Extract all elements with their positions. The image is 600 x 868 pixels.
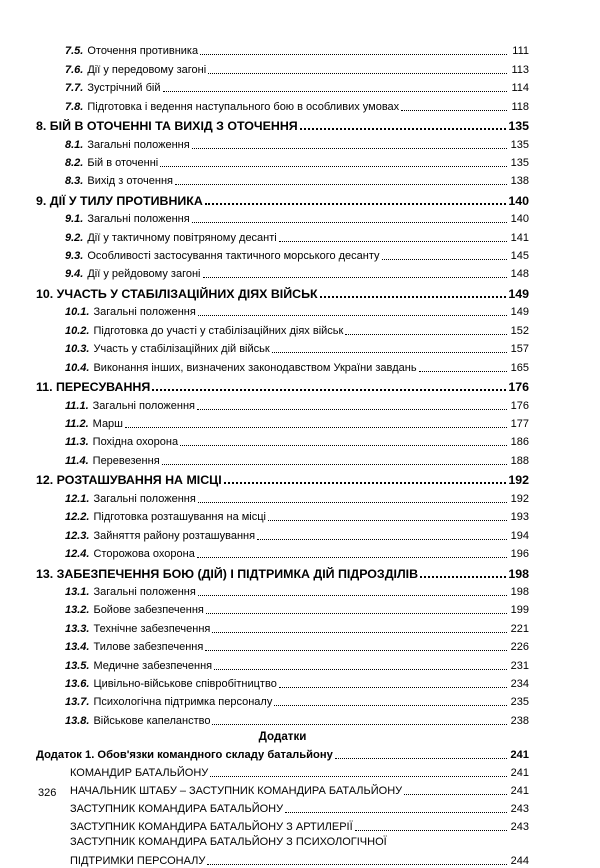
toc-entry-title: 11. ПЕРЕСУВАННЯ [36, 380, 151, 395]
toc-leader-dots [206, 613, 507, 614]
toc-entry [36, 834, 529, 849]
toc-entry-number: 8.2. [65, 156, 84, 169]
toc-entry [36, 375, 529, 395]
toc-entry-page: 238 [510, 714, 529, 727]
toc-entry-title: НАЧАЛЬНИК ШТАБУ – ЗАСТУПНИК КОМАНДИРА БАТАЛЬЙОНУ [70, 785, 403, 798]
toc-entry-number: 13.1. [65, 585, 90, 598]
toc-entry [36, 581, 529, 599]
toc-entry-title: Виконання інших, визначених законодавством України завдань [93, 361, 417, 374]
toc-entry-page: 157 [510, 343, 529, 356]
toc-entry-page: 113 [511, 63, 529, 76]
toc-entry-page: 135 [510, 138, 529, 151]
toc-leader-dots [419, 371, 507, 372]
toc-entry-page: 226 [510, 641, 529, 654]
toc-entry [36, 487, 529, 505]
toc-leader-dots [224, 482, 507, 484]
toc-entry-title: Дії у рейдовому загоні [87, 268, 201, 281]
toc-entry [36, 114, 529, 134]
toc-entry [36, 599, 529, 617]
toc-entry [36, 263, 529, 281]
toc-entry-number: 10.4. [65, 361, 90, 374]
toc-entry-number: 7.8. [65, 100, 84, 113]
toc-entry-number: 13.2. [65, 604, 90, 617]
toc-leader-dots [272, 352, 507, 353]
toc-entry-title: Марш [92, 418, 124, 431]
toc-leader-dots [279, 241, 507, 242]
toc-entry-number: 13.7. [65, 696, 90, 709]
toc-entry [36, 798, 529, 816]
toc-leader-dots [163, 91, 507, 92]
toc-entry [36, 673, 529, 691]
toc-entry [36, 468, 529, 488]
toc-entry-number: 10.3. [65, 343, 90, 356]
toc-entry-page: 241 [510, 785, 529, 798]
toc-entry-page: 149 [508, 287, 529, 302]
toc-entry-title: Додаток 1. Обов'язки командного складу батальйону [36, 748, 333, 761]
toc-entry-page: 221 [510, 622, 529, 635]
toc-leader-dots [162, 464, 507, 465]
toc-entry-title: Додатки [258, 729, 307, 743]
toc-entry [36, 543, 529, 561]
toc-entry [36, 654, 529, 672]
toc-entry-number: 12.2. [65, 511, 90, 524]
toc-entry-title: Особливості застосування тактичного морського десанту [87, 250, 380, 263]
toc-entry-page: 186 [510, 436, 529, 449]
toc-entry-page: 148 [510, 268, 529, 281]
toc-entry-title: Загальні положення [93, 306, 196, 319]
toc-leader-dots [355, 830, 507, 831]
toc-entry-title: Загальні положення [93, 585, 196, 598]
toc-entry [36, 281, 529, 301]
toc-entry-number: 12.1. [65, 492, 90, 505]
toc-entry [36, 152, 529, 170]
toc-entry-title: Підготовка і ведення наступального бою в особливих умовах [87, 100, 400, 113]
toc-leader-dots [279, 687, 507, 688]
toc-entry-title: ПІДТРИМКИ ПЕРСОНАЛУ [70, 854, 206, 867]
toc-leader-dots [285, 812, 507, 813]
toc-entry-title: Бій в оточенні [87, 156, 159, 169]
toc-entry [36, 208, 529, 226]
toc-entry-title: ЗАСТУПНИК КОМАНДИРА БАТАЛЬЙОНУ [70, 803, 284, 816]
toc-leader-dots [207, 864, 507, 865]
toc-entry [36, 226, 529, 244]
toc-entry [36, 449, 529, 467]
toc-entry-title: Медичне забезпечення [93, 659, 213, 672]
toc-entry [36, 338, 529, 356]
toc-entry-page: 149 [510, 306, 529, 319]
toc-entry-title: Технічне забезпечення [93, 622, 211, 635]
toc-entry-page: 145 [510, 250, 529, 263]
toc-entry [36, 40, 529, 58]
toc-entry [36, 849, 529, 867]
toc-entry [36, 762, 529, 780]
toc-entry-page: 241 [510, 766, 529, 779]
toc-leader-dots [212, 724, 507, 725]
toc-entry-title: Перевезення [92, 454, 160, 467]
toc-leader-dots [320, 296, 507, 298]
toc-entry-title: Дії у тактичному повітряному десанті [87, 231, 277, 244]
toc-leader-dots [192, 222, 507, 223]
toc-entry-number: 12.3. [65, 529, 90, 542]
toc-entry-number: 12.4. [65, 547, 90, 560]
toc-entry-title: Оточення противника [87, 45, 199, 58]
toc-leader-dots [200, 54, 507, 55]
toc-entry-page: 177 [510, 418, 529, 431]
toc-leader-dots [274, 705, 507, 706]
toc-entry-title: Тилове забезпечення [93, 641, 204, 654]
toc-entry [36, 636, 529, 654]
toc-entry-title: КОМАНДИР БАТАЛЬЙОНУ [70, 766, 209, 779]
toc-entry-title: Участь у стабілізаційних дій військ [93, 343, 270, 356]
toc-entry-title: Цивільно-військове співробітництво [93, 677, 277, 690]
toc-entry-page: 198 [510, 585, 529, 598]
toc-leader-dots [198, 502, 507, 503]
toc-entry-page: 241 [510, 748, 529, 761]
toc-entry-title: Зустрічний бій [87, 82, 161, 95]
toc-entry-number: 11.2. [65, 418, 89, 431]
page-number: 326 [38, 787, 57, 799]
toc-leader-dots [197, 557, 507, 558]
toc-entry-number: 7.7. [65, 82, 84, 95]
toc-entry [36, 95, 529, 113]
toc-entry-number: 13.8. [65, 714, 90, 727]
toc-entry-page: 192 [510, 492, 529, 505]
toc-entry-title: Психологічна підтримка персоналу [93, 696, 273, 709]
toc-leader-dots [401, 110, 507, 111]
toc-entry-number: 10.2. [65, 324, 90, 337]
toc-leader-dots [420, 576, 506, 578]
toc-entry-page: 198 [508, 566, 529, 581]
toc-entry-page: 244 [510, 854, 529, 867]
toc-entry-number: 13.5. [65, 659, 90, 672]
toc-entry-page: 111 [512, 45, 529, 58]
toc-entry-title: Загальні положення [87, 213, 190, 226]
toc-entry [36, 709, 529, 727]
toc-entry [36, 691, 529, 709]
toc-entry-page: 140 [510, 213, 529, 226]
toc-entry-page: 243 [510, 803, 529, 816]
toc-leader-dots [180, 445, 507, 446]
toc-entry-title: Загальні положення [93, 492, 196, 505]
toc-entry-page: 188 [510, 454, 529, 467]
toc-entry [36, 431, 529, 449]
toc-entry-title: Підготовка розташування на місці [93, 511, 266, 524]
toc-leader-dots [257, 539, 507, 540]
toc-entry-title: 9. ДІЇ У ТИЛУ ПРОТИВНИКА [36, 193, 203, 208]
toc-entry-page: 165 [510, 361, 529, 374]
toc-entry-title: Загальні положення [87, 138, 190, 151]
toc-leader-dots [300, 128, 507, 130]
toc-entry-page: 140 [508, 193, 529, 208]
toc-entry [36, 728, 529, 744]
toc-leader-dots [205, 203, 507, 205]
toc-entry [36, 394, 529, 412]
toc-entry [36, 245, 529, 263]
toc-entry-title: Бойове забезпечення [93, 604, 204, 617]
toc-entry-page: 234 [510, 677, 529, 690]
toc-entry-page: 135 [510, 156, 529, 169]
toc-leader-dots [208, 73, 507, 74]
toc-entry-number: 11.4. [65, 454, 89, 467]
toc-entry [36, 188, 529, 208]
toc-entry-page: 231 [510, 659, 529, 672]
toc-entry-title: Підготовка до участі у стабілізаційних діях військ [93, 324, 344, 337]
toc-leader-dots [212, 632, 507, 633]
toc-entry [36, 319, 529, 337]
toc-entry-page: 193 [510, 511, 529, 524]
toc-entry-number: 11.1. [65, 399, 89, 412]
toc-entry-number: 13.4. [65, 641, 90, 654]
toc-entry [36, 356, 529, 374]
toc-entry-page: 176 [510, 399, 529, 412]
toc-entry-page: 196 [510, 547, 529, 560]
toc-entry-title: ЗАСТУПНИК КОМАНДИРА БАТАЛЬЙОНУ З ПСИХОЛОГІЧНОЇ [70, 836, 387, 849]
toc-entry-page: 118 [511, 100, 529, 113]
toc-entry-number: 8.3. [65, 175, 84, 188]
toc-entry [36, 744, 529, 762]
toc-entry-title: Загальні положення [92, 399, 195, 412]
toc-entry-number: 13.3. [65, 622, 90, 635]
toc-entry-title: Сторожова охорона [93, 547, 195, 560]
toc-leader-dots [404, 794, 507, 795]
toc-leader-dots [345, 334, 507, 335]
toc-leader-dots [203, 277, 508, 278]
toc-leader-dots [192, 148, 507, 149]
toc-leader-dots [268, 520, 507, 521]
toc-entry [36, 780, 529, 798]
toc-leader-dots [160, 166, 507, 167]
toc-leader-dots [335, 758, 507, 759]
toc-leader-dots [197, 409, 507, 410]
toc-entry-title: Військове капеланство [93, 714, 211, 727]
toc-leader-dots [125, 427, 507, 428]
toc-leader-dots [198, 595, 507, 596]
toc-leader-dots [175, 184, 507, 185]
toc-entry-title: Зайняття району розташування [93, 529, 256, 542]
toc-leader-dots [205, 650, 507, 651]
toc-entry-number: 13.6. [65, 677, 90, 690]
toc-entry-page: 199 [510, 604, 529, 617]
toc-entry-page: 135 [508, 119, 529, 134]
toc-leader-dots [210, 776, 507, 777]
toc-entry-number: 7.5. [65, 45, 84, 58]
toc-entry [36, 617, 529, 635]
toc-entry-page: 138 [510, 175, 529, 188]
toc-entry-title: ЗАСТУПНИК КОМАНДИРА БАТАЛЬЙОНУ З АРТИЛЕРІЇ [70, 821, 353, 834]
toc-entry-number: 9.1. [65, 213, 84, 226]
toc-entry-title: 10. УЧАСТЬ У СТАБІЛІЗАЦІЙНИХ ДІЯХ ВІЙСЬК [36, 287, 318, 302]
toc-entry-page: 235 [510, 696, 529, 709]
toc-leader-dots [198, 315, 507, 316]
table-of-contents [36, 40, 529, 868]
toc-entry-number: 8.1. [65, 138, 84, 151]
toc-entry-page: 114 [511, 82, 529, 95]
toc-entry-number: 10.1. [65, 306, 90, 319]
toc-entry-number: 9.4. [65, 268, 84, 281]
toc-entry [36, 58, 529, 76]
toc-entry-number: 7.6. [65, 63, 84, 76]
toc-entry-title: Дії у передовому загоні [87, 63, 207, 76]
toc-entry-title: 12. РОЗТАШУВАННЯ НА МІСЦІ [36, 473, 222, 488]
toc-entry [36, 506, 529, 524]
toc-entry [36, 77, 529, 95]
toc-entry-number: 9.2. [65, 231, 84, 244]
toc-entry [36, 301, 529, 319]
toc-entry-page: 192 [508, 473, 529, 488]
toc-entry-page: 152 [510, 324, 529, 337]
toc-leader-dots [152, 389, 506, 391]
toc-entry [36, 413, 529, 431]
toc-entry-title: 8. БІЙ В ОТОЧЕННІ ТА ВИХІД З ОТОЧЕННЯ [36, 119, 298, 134]
toc-entry-number: 11.3. [65, 436, 89, 449]
toc-entry-title: Похідна охорона [92, 436, 179, 449]
toc-leader-dots [382, 259, 507, 260]
toc-entry [36, 133, 529, 151]
toc-entry [36, 170, 529, 188]
toc-leader-dots [214, 669, 507, 670]
toc-entry-title: Вихід з оточення [87, 175, 173, 188]
toc-entry [36, 561, 529, 581]
toc-entry [36, 816, 529, 834]
toc-entry [36, 524, 529, 542]
toc-entry-page: 176 [508, 380, 529, 395]
toc-entry-page: 243 [510, 821, 529, 834]
toc-entry-number: 9.3. [65, 250, 84, 263]
toc-entry-title: 13. ЗАБЕЗПЕЧЕННЯ БОЮ (ДІЙ) І ПІДТРИМКА ДІЙ ПІДРОЗДІЛІВ [36, 566, 419, 581]
toc-entry-page: 194 [510, 529, 529, 542]
toc-entry-page: 141 [510, 231, 529, 244]
